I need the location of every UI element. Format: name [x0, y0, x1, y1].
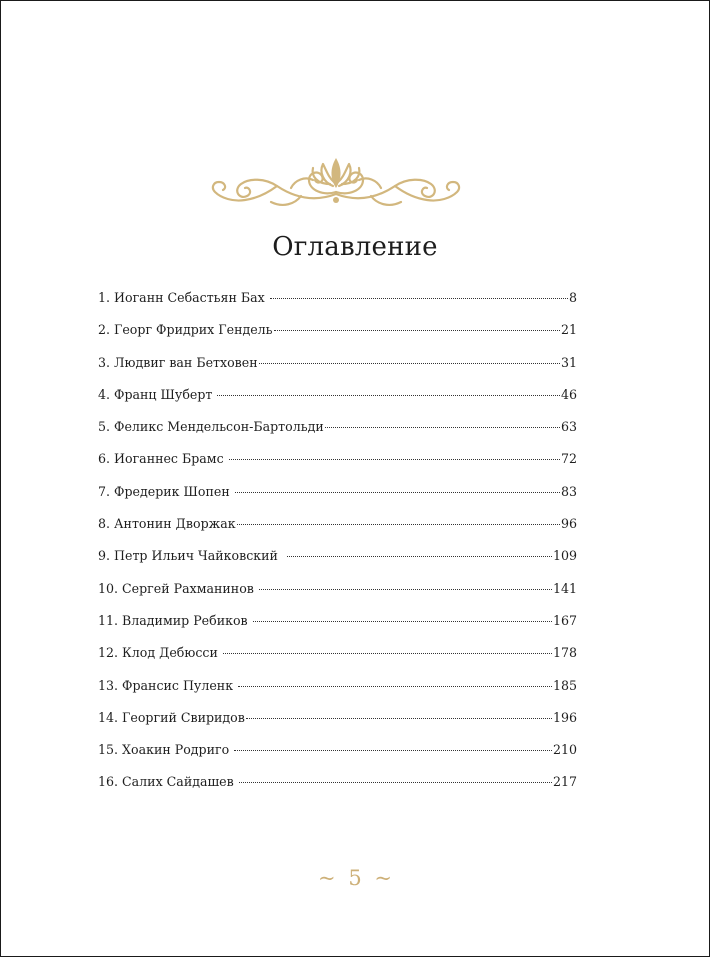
toc-entry-page: 96: [560, 516, 577, 532]
folio-left-mark: ~: [318, 866, 336, 890]
toc-entry: [98, 387, 577, 419]
toc-entry-label: 6. Иоганнес Брамс: [98, 451, 228, 467]
toc-entry-label: 11. Владимир Ребиков: [98, 612, 252, 628]
toc-entry-label: 3. Людвиг ван Бетховен: [98, 354, 258, 370]
toc-entry: [98, 678, 577, 710]
toc-entry: [98, 581, 577, 613]
toc-entry-page: 210: [552, 742, 577, 758]
toc-entry-page: 167: [552, 612, 577, 628]
dot-leader: [259, 589, 552, 590]
dot-leader: [223, 653, 552, 654]
toc-entry-label: 4. Франц Шуберт: [98, 386, 217, 402]
toc-entry-page: 109: [552, 548, 577, 564]
toc-entry-page: 8: [568, 290, 577, 305]
toc-entry-label: 7. Фредерик Шопен: [98, 483, 234, 499]
toc-entry-label: 2. Георг Фридрих Гендель: [98, 322, 273, 338]
dot-leader: [259, 363, 560, 364]
toc-entry-label: 15. Хоакин Родриго: [98, 742, 234, 758]
dot-leader: [235, 492, 560, 493]
dot-leader: [287, 556, 552, 557]
toc-entry: [98, 774, 577, 806]
dot-leader: [229, 459, 560, 460]
toc-entry-page: 178: [552, 645, 577, 661]
dot-leader: [239, 782, 552, 783]
dot-leader: [246, 718, 552, 719]
toc-entry: [98, 484, 577, 516]
toc-entry-page: 21: [560, 322, 577, 338]
toc-entry: [98, 451, 577, 483]
toc-entry-label: 16. Салих Сайдашев: [98, 774, 238, 790]
toc-entry: [98, 290, 577, 322]
folio-right-mark: ~: [374, 866, 392, 890]
toc-entry-page: 63: [560, 419, 577, 435]
toc-entry-label: 13. Франсис Пуленк: [98, 677, 238, 693]
toc-entry-label: 9. Петр Ильич Чайковский: [98, 548, 286, 564]
toc-entry-label: 8. Антонин Дворжак: [98, 516, 236, 532]
page-title: Оглавление: [272, 232, 438, 262]
toc-entry-page: 185: [552, 677, 577, 693]
toc-entry: [98, 742, 577, 774]
page-number: [0, 866, 710, 890]
dot-leader: [234, 750, 552, 751]
dot-leader: [217, 395, 560, 396]
toc-entry: [98, 710, 577, 742]
toc-entry-page: 72: [560, 451, 577, 467]
toc-entry-label: 14. Георгий Свиридов: [98, 709, 245, 725]
toc-entry: [98, 355, 577, 387]
toc-entry: [98, 516, 577, 548]
toc-entry-label: 5. Феликс Мендельсон-Бартольди: [98, 419, 324, 435]
toc-entry-page: 83: [560, 483, 577, 499]
toc-entry-page: 141: [552, 580, 577, 596]
folio-number: 5: [348, 866, 362, 890]
toc-entry: [98, 322, 577, 354]
toc-entry-label: 12. Клод Дебюсси: [98, 645, 222, 661]
toc-entry-page: 217: [552, 774, 577, 790]
toc-entry-page: 196: [552, 709, 577, 725]
toc-entry: [98, 419, 577, 451]
toc-entry: [98, 548, 577, 580]
dot-leader: [253, 621, 552, 622]
toc-entry: [98, 613, 577, 645]
toc-entry-label: 10. Сергей Рахманинов: [98, 580, 258, 596]
toc-entry-page: 31: [560, 354, 577, 370]
dot-leader: [238, 686, 552, 687]
toc-entry: [98, 645, 577, 677]
dot-leader: [274, 330, 560, 331]
toc-entry-label: 1. Иоганн Себастьян Бах: [98, 290, 269, 305]
toc-entry-page: 46: [560, 386, 577, 402]
dot-leader: [325, 427, 560, 428]
dot-leader: [237, 524, 560, 525]
flourish-divider-icon: [205, 152, 467, 214]
table-of-contents: [98, 290, 577, 807]
dot-leader: [270, 298, 568, 299]
